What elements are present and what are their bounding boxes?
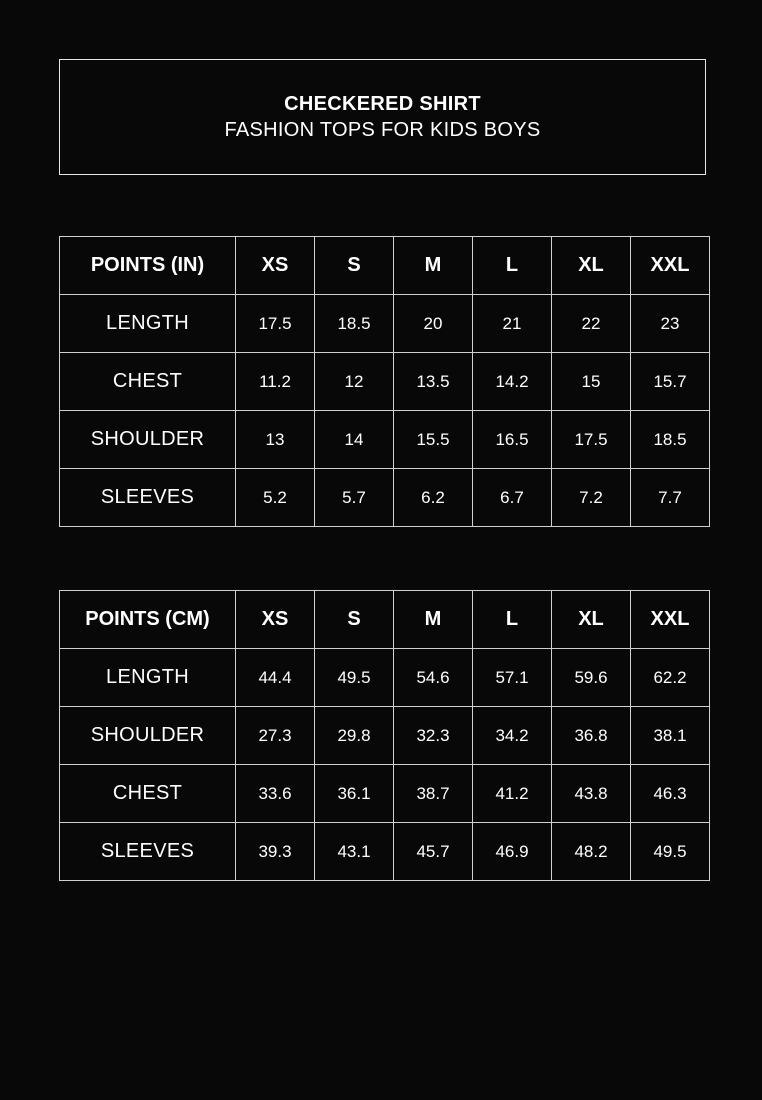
table-row xyxy=(60,469,710,527)
header-size: XXL xyxy=(631,591,710,649)
header-points: POINTS (CM) xyxy=(60,591,236,649)
table-cell: 6.2 xyxy=(394,469,473,527)
title-box xyxy=(59,59,706,175)
table-cell: 7.7 xyxy=(631,469,710,527)
header-size: M xyxy=(394,591,473,649)
row-label: SHOULDER xyxy=(60,707,236,765)
table-cell: 46.3 xyxy=(631,765,710,823)
size-chart-centimeters xyxy=(59,590,710,881)
table-cell: 23 xyxy=(631,295,710,353)
table-cell: 20 xyxy=(394,295,473,353)
table-cell: 15 xyxy=(552,353,631,411)
table-row xyxy=(60,707,710,765)
table-cell: 17.5 xyxy=(552,411,631,469)
table-cell: 18.5 xyxy=(315,295,394,353)
table-cell: 6.7 xyxy=(473,469,552,527)
header-size: S xyxy=(315,591,394,649)
table-cell: 7.2 xyxy=(552,469,631,527)
table-cell: 29.8 xyxy=(315,707,394,765)
table-cell: 5.7 xyxy=(315,469,394,527)
table-cell: 36.1 xyxy=(315,765,394,823)
table-cell: 54.6 xyxy=(394,649,473,707)
header-size: M xyxy=(394,237,473,295)
table-row xyxy=(60,295,710,353)
table-row xyxy=(60,649,710,707)
table-cell: 15.7 xyxy=(631,353,710,411)
table-cell: 34.2 xyxy=(473,707,552,765)
header-size: XL xyxy=(552,237,631,295)
row-label: CHEST xyxy=(60,765,236,823)
table-cell: 39.3 xyxy=(236,823,315,881)
table-cell: 46.9 xyxy=(473,823,552,881)
header-size: S xyxy=(315,237,394,295)
table-cell: 43.8 xyxy=(552,765,631,823)
table-cell: 16.5 xyxy=(473,411,552,469)
table-cell: 12 xyxy=(315,353,394,411)
table-cell: 14 xyxy=(315,411,394,469)
table-cell: 49.5 xyxy=(631,823,710,881)
table-cell: 36.8 xyxy=(552,707,631,765)
table-cell: 17.5 xyxy=(236,295,315,353)
table-header-row xyxy=(60,591,710,649)
table-cell: 27.3 xyxy=(236,707,315,765)
table-cell: 21 xyxy=(473,295,552,353)
product-subtitle: FASHION TOPS FOR KIDS BOYS xyxy=(224,119,541,141)
table-cell: 59.6 xyxy=(552,649,631,707)
table-row xyxy=(60,353,710,411)
row-label: SLEEVES xyxy=(60,823,236,881)
row-label: LENGTH xyxy=(60,295,236,353)
table-cell: 14.2 xyxy=(473,353,552,411)
table-cell: 57.1 xyxy=(473,649,552,707)
header-points: POINTS (IN) xyxy=(60,237,236,295)
table-cell: 38.7 xyxy=(394,765,473,823)
row-label: SLEEVES xyxy=(60,469,236,527)
table-cell: 13.5 xyxy=(394,353,473,411)
table-cell: 45.7 xyxy=(394,823,473,881)
table-row xyxy=(60,411,710,469)
row-label: CHEST xyxy=(60,353,236,411)
table-cell: 13 xyxy=(236,411,315,469)
table-cell: 43.1 xyxy=(315,823,394,881)
row-label: LENGTH xyxy=(60,649,236,707)
product-title: CHECKERED SHIRT xyxy=(284,93,481,115)
header-size: XXL xyxy=(631,237,710,295)
table-header-row xyxy=(60,237,710,295)
size-chart-inches xyxy=(59,236,710,527)
table-cell: 22 xyxy=(552,295,631,353)
table-cell: 18.5 xyxy=(631,411,710,469)
table-cell: 5.2 xyxy=(236,469,315,527)
table-cell: 15.5 xyxy=(394,411,473,469)
table-cell: 41.2 xyxy=(473,765,552,823)
header-size: XS xyxy=(236,237,315,295)
table-cell: 32.3 xyxy=(394,707,473,765)
table-cell: 49.5 xyxy=(315,649,394,707)
table-cell: 48.2 xyxy=(552,823,631,881)
header-size: L xyxy=(473,591,552,649)
table-row xyxy=(60,765,710,823)
row-label: SHOULDER xyxy=(60,411,236,469)
table-cell: 62.2 xyxy=(631,649,710,707)
header-size: L xyxy=(473,237,552,295)
table-cell: 44.4 xyxy=(236,649,315,707)
header-size: XS xyxy=(236,591,315,649)
table-cell: 11.2 xyxy=(236,353,315,411)
header-size: XL xyxy=(552,591,631,649)
table-row xyxy=(60,823,710,881)
table-cell: 38.1 xyxy=(631,707,710,765)
table-cell: 33.6 xyxy=(236,765,315,823)
